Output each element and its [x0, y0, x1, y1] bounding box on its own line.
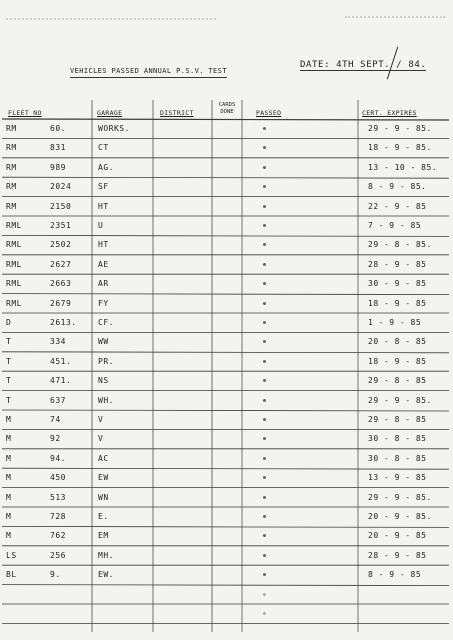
fleet-number: 831	[50, 143, 66, 153]
garage-code: EW	[98, 473, 109, 483]
empty-row-tick-mark	[263, 593, 266, 596]
cert-expiry: 30 - 9 - 85	[368, 279, 427, 289]
garage-code: FY	[98, 298, 109, 308]
garage-code: WORKS.	[98, 124, 130, 133]
passed-tick-mark	[263, 418, 266, 421]
fleet-prefix: M	[6, 453, 12, 463]
fleet-prefix: M	[6, 434, 12, 444]
grid-line	[2, 410, 449, 411]
garage-code: CF.	[98, 318, 114, 327]
garage-code: WW	[98, 337, 109, 347]
fleet-prefix: LS	[6, 550, 17, 560]
fleet-prefix: M	[6, 415, 12, 424]
passed-tick-mark	[263, 263, 266, 266]
fleet-number: 2613.	[50, 318, 77, 327]
garage-code: U	[98, 221, 104, 230]
fleet-number: 94.	[50, 453, 66, 463]
cert-expiry: 18 - 9 - 85.	[368, 143, 432, 153]
fleet-number: 60.	[50, 124, 66, 133]
fleet-number: 471.	[50, 376, 72, 386]
passed-tick-mark	[263, 127, 266, 130]
cert-expiry: 18 - 9 - 85	[368, 356, 427, 366]
fleet-prefix: M	[6, 531, 12, 541]
fleet-prefix: T	[6, 395, 12, 405]
garage-code: AE	[98, 259, 109, 269]
cert-expiry: 29 - 8 - 85	[368, 415, 427, 424]
garage-code: AR	[98, 279, 109, 289]
passed-tick-mark	[263, 321, 266, 324]
passed-tick-mark	[263, 224, 266, 227]
fleet-prefix: RML	[6, 259, 22, 269]
document-date: DATE: 4TH SEPT. / 84.	[300, 60, 427, 70]
fleet-number: 2679	[50, 298, 72, 308]
cert-expiry: 29 - 8 - 85.	[368, 240, 432, 250]
fleet-prefix: RM	[6, 201, 17, 211]
garage-code: AC	[98, 453, 109, 463]
fleet-number: 450	[50, 473, 66, 483]
cert-expiry: 29 - 9 - 85.	[368, 124, 432, 133]
passed-tick-mark	[263, 205, 266, 208]
fleet-number: 2351	[50, 221, 72, 230]
fleet-prefix: T	[6, 376, 12, 386]
fleet-prefix: RML	[6, 279, 22, 289]
passed-tick-mark	[263, 457, 266, 460]
garage-code: HT	[98, 201, 109, 211]
fleet-number: 9.	[50, 570, 61, 580]
passed-tick-mark	[263, 515, 266, 518]
grid-line	[2, 585, 449, 586]
fleet-prefix: RM	[6, 124, 17, 133]
garage-code: EW.	[98, 570, 114, 580]
cert-expiry: 8 - 9 - 85.	[368, 182, 427, 192]
garage-code: MH.	[98, 550, 114, 560]
garage-code: CT	[98, 143, 109, 153]
fleet-number: 334	[50, 337, 66, 347]
cert-expiry: 30 - 8 - 85	[368, 453, 427, 463]
fleet-number: 513	[50, 492, 66, 502]
passed-tick-mark	[263, 166, 266, 169]
fleet-prefix: RML	[6, 240, 22, 250]
grid-line	[2, 119, 449, 120]
fleet-prefix: RM	[6, 143, 17, 153]
fleet-number: 637	[50, 395, 66, 405]
fleet-number: 728	[50, 512, 66, 521]
cert-expiry: 8 - 9 - 85	[368, 570, 422, 580]
garage-code: PR.	[98, 356, 114, 366]
fleet-prefix: RM	[6, 162, 17, 172]
header-garage: GARAGE	[97, 109, 123, 117]
header-passed: PASSED	[256, 109, 282, 117]
garage-code: WH.	[98, 395, 114, 405]
header-cards-done: CARDS DONE	[218, 102, 236, 115]
passed-tick-mark	[263, 360, 266, 363]
cert-expiry: 29 - 9 - 85.	[368, 492, 432, 502]
cert-expiry: 28 - 9 - 85	[368, 259, 427, 269]
fleet-prefix: RML	[6, 298, 22, 308]
garage-code: WN	[98, 492, 109, 502]
grid-line	[2, 177, 449, 178]
fleet-prefix: RML	[6, 221, 22, 230]
cert-expiry: 7 - 9 - 85	[368, 221, 422, 230]
cert-expiry: 29 - 8 - 85	[368, 376, 427, 386]
fleet-prefix: T	[6, 337, 12, 347]
fleet-number: 451.	[50, 356, 72, 366]
grid-line	[2, 352, 449, 353]
grid-line	[2, 235, 449, 236]
garage-code: V	[98, 434, 104, 444]
fleet-number: 92	[50, 434, 61, 444]
cert-expiry: 20 - 9 - 85.	[368, 512, 432, 521]
grid-line	[2, 526, 449, 527]
cert-expiry: 1 - 9 - 85	[368, 318, 422, 327]
empty-row-tick-mark	[263, 612, 266, 615]
fleet-number: 2024	[50, 182, 72, 192]
header-cert-expires: CERT. EXPIRES	[362, 109, 417, 117]
fleet-number: 989	[50, 162, 66, 172]
fleet-prefix: BL	[6, 570, 17, 580]
cert-expiry: 29 - 9 - 85.	[368, 395, 432, 405]
fleet-number: 256	[50, 550, 66, 560]
fleet-number: 762	[50, 531, 66, 541]
cert-expiry: 13 - 9 - 85	[368, 473, 427, 483]
fleet-number: 2150	[50, 201, 72, 211]
fleet-number: 2627	[50, 259, 72, 269]
garage-code: EM	[98, 531, 109, 541]
fleet-number: 74	[50, 415, 61, 424]
cert-expiry: 13 - 10 - 85.	[368, 162, 438, 172]
passed-tick-mark	[263, 554, 266, 557]
fleet-number: 2663	[50, 279, 72, 289]
passed-tick-mark	[263, 399, 266, 402]
fleet-prefix: M	[6, 473, 12, 483]
fleet-prefix: M	[6, 512, 12, 521]
garage-code: NS	[98, 376, 109, 386]
header-district: DISTRICT	[160, 109, 194, 117]
cert-expiry: 20 - 8 - 85	[368, 337, 427, 347]
passed-tick-mark	[263, 496, 266, 499]
cert-expiry: 20 - 9 - 85	[368, 531, 427, 541]
header-fleet-no: FLEET NO	[8, 109, 42, 117]
grid-line	[2, 294, 449, 295]
cert-expiry: 18 - 9 - 85	[368, 298, 427, 308]
garage-code: V	[98, 415, 104, 424]
garage-code: E.	[98, 512, 109, 521]
garage-code: SF	[98, 182, 109, 192]
cert-expiry: 22 - 9 - 85	[368, 201, 427, 211]
fleet-prefix: RM	[6, 182, 17, 192]
document-title: VEHICLES PASSED ANNUAL P.S.V. TEST	[70, 66, 227, 78]
fleet-prefix: M	[6, 492, 12, 502]
grid-line	[2, 468, 449, 469]
garage-code: HT	[98, 240, 109, 250]
cert-expiry: 30 - 8 - 85	[368, 434, 427, 444]
garage-code: AG.	[98, 162, 114, 172]
fleet-number: 2502	[50, 240, 72, 250]
cert-expiry: 28 - 9 - 85	[368, 550, 427, 560]
fleet-prefix: T	[6, 356, 12, 366]
passed-tick-mark	[263, 302, 266, 305]
fleet-prefix: D	[6, 318, 12, 327]
